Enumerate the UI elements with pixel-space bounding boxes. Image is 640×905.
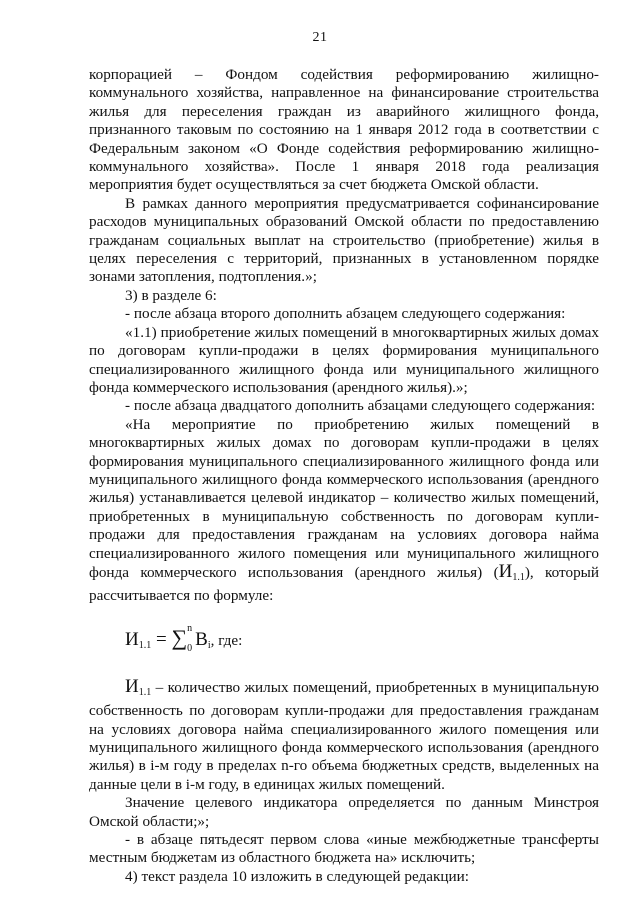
indicator-symbol: И xyxy=(125,628,139,650)
paragraph-text: – количество жилых помещений, приобретенных в муниципальную собственность по договорам купли-продажи для предоставления гражданам на условиях договора найма специализированного жилого помещения или муниципального жилищного фонда коммерческого использования (арендного жилья) в i-м году в пределах n-го объема бюджетных средств, выделенных на данные цели в i-м году, в единицах жилых помещений. xyxy=(89,678,599,793)
paragraph-text: «На мероприятие по приобретению жилых помещений в многоквартирных жилых домах по договорам купли-продажи в целях формирования муниципального специализированного жилищного фонда или муниципального жилищного фонда коммерческого использования (арендного жилья) устанавливается целевой индикатор – количество жилых помещений, приобретенных в муниципальную собственность по договорам купли-продажи для предоставления гражданам на условиях договора найма специализированного жилого помещения или муниципального жилищного фонда коммерческого использования (арендного жилья) xyxy=(89,415,599,581)
sum-limits xyxy=(187,623,195,655)
formula-suffix: , где: xyxy=(210,631,243,649)
sum-lower-limit: 0 xyxy=(187,643,193,655)
sum-term: В xyxy=(195,628,208,650)
indicator-subscript: 1.1 xyxy=(512,571,525,583)
paragraph-with-symbol xyxy=(89,675,599,794)
paragraph: Значение целевого индикатора определяется по данным Минстроя Омской области;»; xyxy=(89,794,599,830)
inline-formula: $(И_{1.1})$ xyxy=(493,560,530,583)
paragraph: - в абзаце пятьдесят первом слова «иные межбюджетные трансферты местным бюджетам из областного бюджета на» исключить; xyxy=(89,831,599,867)
indicator-subscript: 1.1 xyxy=(138,639,152,651)
paragraph: - после абзаца двадцатого дополнить абзацами следующего содержания: xyxy=(125,397,596,415)
sum-term-subscript: i xyxy=(207,639,211,651)
formula-block xyxy=(125,624,599,660)
indicator-subscript: 1.1 xyxy=(138,686,152,698)
document-body xyxy=(89,66,599,886)
paragraph: 3) в разделе 6: xyxy=(125,286,217,304)
paragraph: корпорацией – Фондом содействия реформированию жилищно-коммунального хозяйства, направленное на финансирование строительства жилья для переселения граждан из аварийного жилищного фонда, признанного таковым по состоянию на 1 января 2012 года в соответствии с Федеральным законом «О Фонде содействия реформированию жилищно-коммунального хозяйства». После 1 января 2018 года реализация мероприятия будет осуществляться за счет бюджета Омской области. xyxy=(89,66,599,194)
page-number: 21 xyxy=(312,30,328,45)
indicator-symbol: И xyxy=(125,675,139,697)
paragraph: «1.1) приобретение жилых помещений в многоквартирных жилых домах по договорам купли-продажи в целях формирования муниципального специализированного жилищного фонда или муниципального жилищного фонда коммерческого использования (арендного жилья).»; xyxy=(89,323,599,396)
paragraph: 4) текст раздела 10 изложить в следующей редакции: xyxy=(125,867,469,885)
sum-symbol: ∑ xyxy=(171,624,188,650)
sum-upper-limit: n xyxy=(187,623,193,635)
equals-sign: = xyxy=(155,628,167,650)
paragraph: - после абзаца второго дополнить абзацем следующего содержания: xyxy=(125,305,566,323)
paragraph-with-inline-formula xyxy=(89,416,599,606)
paragraph-text: , который рассчитывается по формуле: xyxy=(89,563,599,605)
indicator-symbol: И xyxy=(498,560,513,582)
paragraph: В рамках данного мероприятия предусматривается софинансирование расходов муниципальных образований Омской области по предоставлению гражданам социальных выплат на строительство (приобретение) жилья в целях переселения с территорий, признанных в установленном порядке зонами затопления, подтопления.»; xyxy=(89,194,599,286)
